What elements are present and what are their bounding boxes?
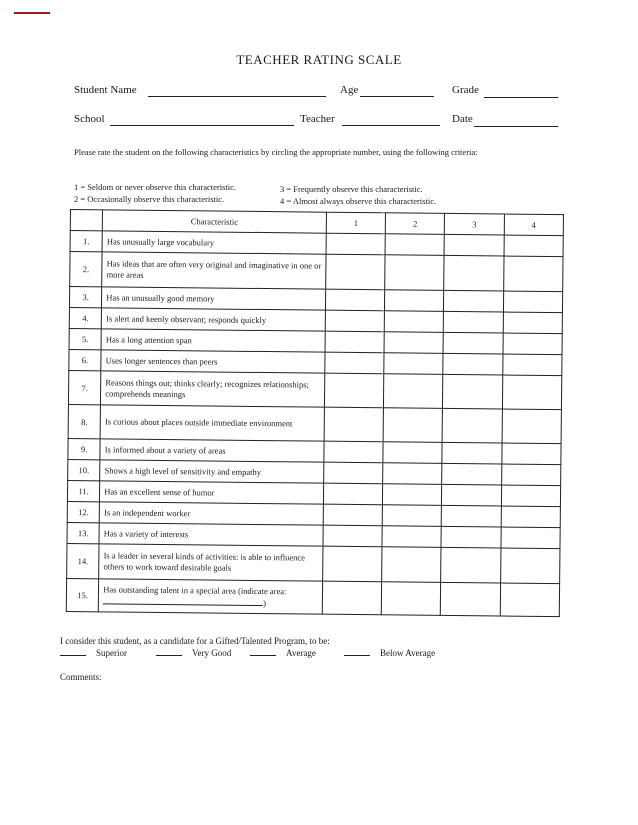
row-number: 10. (68, 459, 100, 480)
rating-cell-3[interactable] (443, 374, 503, 409)
student-name-label: Student Name (74, 84, 137, 96)
option-label: Below Average (380, 648, 436, 658)
page-title: TEACHER RATING SCALE (236, 52, 402, 67)
rating-cell-1[interactable] (324, 407, 384, 442)
option-average[interactable] (250, 648, 316, 658)
row-number: 2. (70, 252, 103, 287)
rating-cell-1[interactable] (326, 254, 386, 290)
row-number: 15. (66, 578, 99, 611)
row-number: 7. (68, 370, 101, 404)
row-number: 8. (68, 404, 101, 438)
rating-cell-4[interactable] (503, 312, 563, 334)
rating-cell-3[interactable] (441, 547, 501, 583)
rating-cell-4[interactable] (503, 256, 563, 292)
row-number: 11. (67, 480, 99, 501)
rating-cell-1[interactable] (325, 289, 384, 311)
rating-cell-4[interactable] (501, 506, 561, 528)
date-field[interactable] (474, 116, 558, 127)
rating-cell-2[interactable] (383, 463, 442, 485)
option-blank (60, 655, 86, 656)
row-number: 3. (69, 287, 101, 308)
row-number: 1. (70, 231, 102, 252)
row-characteristic: Is a leader in several kinds of activities: is able to influence others to work toward desirable goals (99, 544, 323, 581)
header-rating-1: 1 (326, 212, 385, 234)
row-characteristic: Has ideas that are often very original and imaginative in one or more areas (102, 252, 326, 289)
row-number: 14. (67, 543, 100, 578)
rating-cell-2[interactable] (384, 332, 443, 354)
rating-cell-2[interactable] (384, 311, 443, 333)
grade-field[interactable] (484, 87, 558, 98)
candidate-statement: I consider this student, as a candidate for a Gifted/Talented Program, to be: (60, 636, 330, 646)
date-label: Date (452, 113, 473, 125)
rating-cell-4[interactable] (502, 354, 562, 376)
option-blank (156, 655, 182, 656)
row-number: 5. (69, 328, 101, 349)
row-number: 13. (67, 522, 99, 543)
rating-cell-1[interactable] (322, 546, 382, 582)
rating-cell-3[interactable] (442, 463, 501, 485)
header-num-cell (70, 210, 102, 231)
option-label: Average (286, 648, 316, 658)
rating-cell-4[interactable] (502, 375, 562, 410)
rating-cell-1[interactable] (323, 504, 382, 526)
row-characteristic: Uses longer sentences than peers (101, 350, 325, 373)
row-characteristic: Has unusually large vocabulary (102, 231, 326, 254)
rating-cell-3[interactable] (441, 526, 500, 548)
row-characteristic: Is an independent worker (99, 502, 323, 525)
legend-3: 3 = Frequently observe this characteristic. (280, 184, 423, 194)
option-label: Superior (96, 648, 127, 658)
teacher-label: Teacher (300, 113, 335, 125)
rating-cell-1[interactable] (325, 331, 384, 353)
rating-cell-3[interactable] (442, 442, 501, 464)
rating-cell-1[interactable] (325, 352, 384, 374)
rating-cell-1[interactable] (324, 441, 383, 463)
rating-cell-4[interactable] (503, 333, 563, 355)
header-rating-3: 3 (445, 213, 504, 235)
rating-cell-2[interactable] (383, 408, 443, 443)
rating-table (66, 209, 564, 617)
row-characteristic (99, 579, 323, 614)
rating-cell-2[interactable] (385, 290, 444, 312)
option-very-good[interactable] (156, 648, 231, 658)
rating-cell-2[interactable] (385, 234, 444, 256)
teacher-field[interactable] (342, 115, 440, 126)
rating-cell-4[interactable] (502, 443, 562, 465)
special-area-field[interactable] (103, 595, 263, 606)
grade-label: Grade (452, 84, 479, 96)
row-number: 4. (69, 307, 101, 328)
rating-cell-1[interactable] (323, 483, 382, 505)
row-characteristic: Is informed about a variety of areas (100, 439, 324, 462)
rating-cell-4[interactable] (501, 527, 561, 549)
rating-cell-4[interactable] (504, 235, 564, 257)
rating-cell-4[interactable] (501, 485, 561, 507)
school-label: School (74, 113, 105, 125)
table-row (70, 252, 563, 292)
header-rating-4: 4 (504, 214, 564, 236)
rating-cell-4[interactable] (500, 583, 560, 617)
rating-cell-3[interactable] (444, 311, 503, 333)
row-characteristic: Is alert and keenly observant; responds quickly (101, 308, 325, 331)
rating-cell-1[interactable] (326, 233, 385, 255)
table-row (67, 543, 560, 583)
rating-cell-2[interactable] (382, 547, 442, 583)
rating-cell-3[interactable] (442, 505, 501, 527)
legend-4: 4 = Almost always observe this characteristic. (280, 196, 437, 206)
option-blank (250, 655, 276, 656)
school-field[interactable] (110, 115, 294, 126)
row-number: 9. (68, 438, 100, 459)
rating-cell-1[interactable] (322, 581, 382, 615)
table-row (66, 578, 559, 616)
rating-cell-3[interactable] (443, 353, 502, 375)
rating-cell-4[interactable] (501, 464, 561, 486)
rating-cell-2[interactable] (382, 526, 441, 548)
row-characteristic: Has a long attention span (101, 329, 325, 352)
rating-cell-3[interactable] (442, 484, 501, 506)
rating-cell-2[interactable] (383, 484, 442, 506)
option-blank (344, 655, 370, 656)
rating-cell-3[interactable] (444, 234, 503, 256)
rating-cell-2[interactable] (381, 582, 441, 616)
legend-1: 1 = Seldom or never observe this characteristic. (74, 182, 236, 192)
special-area-close: ) (263, 597, 267, 608)
option-label: Very Good (192, 648, 232, 658)
rating-cell-4[interactable] (500, 548, 560, 584)
rating-cell-3[interactable] (444, 255, 504, 291)
rating-cell-3[interactable] (444, 290, 503, 312)
instructions: Please rate the student on the following characteristics by circling the appropriate number, using the following criteria: (74, 147, 478, 157)
student-name-field[interactable] (148, 86, 326, 97)
rating-cell-2[interactable] (385, 255, 445, 291)
row-number: 6. (69, 349, 101, 370)
rating-cell-1[interactable] (323, 525, 382, 547)
age-label: Age (340, 84, 359, 96)
rating-cell-2[interactable] (382, 505, 441, 527)
rating-cell-3[interactable] (442, 408, 502, 443)
age-field[interactable] (360, 86, 434, 97)
row-number: 12. (67, 501, 99, 522)
rating-cell-3[interactable] (443, 332, 502, 354)
table-row (68, 370, 561, 409)
rating-cell-2[interactable] (384, 353, 443, 375)
header-rating-2: 2 (385, 213, 444, 235)
rating-cell-1[interactable] (325, 310, 384, 332)
option-below-average[interactable] (344, 648, 435, 658)
rating-cell-3[interactable] (441, 582, 501, 616)
rating-cell-4[interactable] (503, 291, 563, 313)
row-characteristic: Reasons things out; thinks clearly; recognizes relationships; comprehends meanings (101, 371, 325, 407)
row-characteristic: Has an excellent sense of humor (100, 481, 324, 504)
row-characteristic-text: Has outstanding talent in a special area (indicate area: (103, 583, 287, 596)
row-characteristic: Has an unusually good memory (102, 287, 326, 310)
rating-cell-4[interactable] (502, 409, 562, 444)
table-row (68, 404, 561, 443)
row-characteristic: Shows a high level of sensitivity and empathy (100, 460, 324, 483)
comments-label: Comments: (60, 672, 102, 682)
row-characteristic: Is curious about places outside immediate environment (100, 405, 324, 441)
header-characteristic: Characteristic (103, 210, 327, 233)
rating-cell-2[interactable] (383, 442, 442, 464)
rating-cell-2[interactable] (384, 374, 444, 409)
corner-mark (14, 12, 50, 14)
legend-2: 2 = Occasionally observe this characteristic. (74, 194, 225, 204)
option-superior[interactable] (60, 648, 127, 658)
row-characteristic: Has a variety of interests (99, 523, 323, 546)
rating-cell-1[interactable] (323, 462, 382, 484)
rating-cell-1[interactable] (324, 373, 384, 408)
